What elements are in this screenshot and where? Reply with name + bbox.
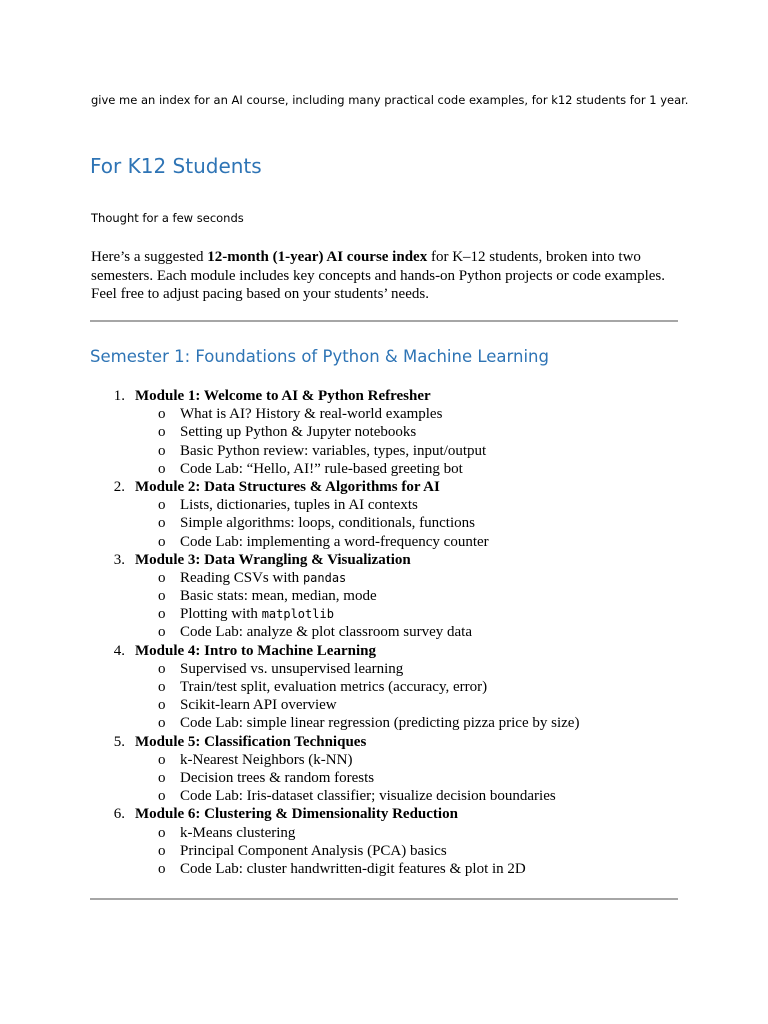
- page-title: For K12 Students: [90, 154, 262, 178]
- subitem-label: Decision trees & random forests: [180, 769, 375, 786]
- user-prompt: give me an index for an AI course, including many practical code examples, for k12 students for 1 year.: [91, 93, 689, 107]
- bullet-marker: o: [158, 697, 166, 714]
- module-number: 3.: [113, 551, 125, 568]
- module-item: [0, 642, 768, 660]
- divider-bottom: [90, 898, 678, 900]
- subitem-text: [180, 860, 526, 878]
- subitem-label: Setting up Python & Jupyter notebooks: [180, 424, 417, 441]
- module-subitem: [0, 460, 768, 478]
- module-number: 6.: [113, 806, 125, 823]
- module-title: Module 1: Welcome to AI & Python Refresher: [135, 388, 431, 404]
- subitem-label: Plotting with: [180, 606, 262, 623]
- module-number: 4.: [113, 642, 125, 659]
- module-subitem: [0, 714, 768, 732]
- module-subitem: [0, 842, 768, 860]
- module-number: 1.: [113, 388, 125, 404]
- subitem-text: [180, 787, 556, 805]
- bullet-marker: o: [158, 497, 166, 514]
- module-title: Module 4: Intro to Machine Learning: [135, 642, 376, 659]
- subitem-label: Code Lab: analyze & plot classroom survey data: [180, 624, 472, 641]
- inline-code: pandas: [302, 570, 347, 585]
- subitem-label: Principal Component Analysis (PCA) basics: [180, 842, 447, 859]
- bullet-marker: o: [158, 715, 166, 732]
- subitem-text: [180, 587, 377, 605]
- module-item: [0, 805, 768, 823]
- subitem-text: [180, 569, 346, 587]
- subitem-text: [180, 605, 334, 623]
- module-subitem: [0, 660, 768, 678]
- intro-text-start: Here’s a suggested: [91, 249, 208, 265]
- bullet-marker: o: [158, 824, 166, 841]
- subitem-label: Code Lab: cluster handwritten-digit features & plot in 2D: [180, 860, 526, 877]
- module-subitem: [0, 769, 768, 787]
- module-subitem: [0, 442, 768, 460]
- module-subitem: [0, 423, 768, 441]
- intro-bold-text: 12-month (1-year) AI course index: [207, 249, 428, 265]
- subitem-label: Basic Python review: variables, types, input/output: [180, 442, 487, 459]
- module-title: Module 3: Data Wrangling & Visualization: [135, 551, 411, 568]
- subitem-label: k-Means clustering: [180, 824, 296, 841]
- subitem-text: [180, 696, 337, 714]
- bullet-marker: o: [158, 569, 166, 586]
- subitem-label: Simple algorithms: loops, conditionals, functions: [180, 515, 475, 532]
- bullet-marker: o: [158, 424, 166, 441]
- module-list: [0, 387, 768, 878]
- subitem-label: What is AI? History & real-world examples: [180, 406, 443, 423]
- bullet-marker: o: [158, 751, 166, 768]
- module-item: [0, 478, 768, 496]
- subitem-text: [180, 660, 403, 678]
- module-item: [0, 387, 768, 405]
- bullet-marker: o: [158, 406, 166, 423]
- bullet-marker: o: [158, 679, 166, 695]
- module-subitem: [0, 587, 768, 605]
- subitem-text: [180, 533, 489, 551]
- module-subitem: [0, 678, 768, 696]
- subitem-label: Code Lab: simple linear regression (predicting pizza price by size): [180, 715, 580, 732]
- subitem-label: Code Lab: “Hello, AI!” rule-based greeting bot: [180, 460, 463, 477]
- subitem-text: [180, 423, 416, 441]
- subitem-label: Scikit-learn API overview: [180, 697, 337, 714]
- subitem-text: [180, 678, 487, 696]
- subitem-text: [180, 751, 352, 769]
- module-subitem: [0, 623, 768, 641]
- module-subitem: [0, 696, 768, 714]
- subitem-label: Reading CSVs with: [180, 569, 303, 586]
- inline-code: matplotlib: [261, 607, 334, 622]
- module-title: Module 2: Data Structures & Algorithms for AI: [135, 478, 440, 495]
- subitem-text: [180, 442, 486, 460]
- subitem-text: [180, 496, 418, 514]
- module-subitem: [0, 569, 768, 587]
- module-subitem: [0, 751, 768, 769]
- module-subitem: [0, 605, 768, 623]
- module-number: 5.: [113, 733, 125, 750]
- module-title: Module 6: Clustering & Dimensionality Reduction: [135, 806, 458, 823]
- divider-top: [90, 320, 678, 322]
- subitem-text: [180, 623, 472, 641]
- subitem-label: Code Lab: implementing a word-frequency counter: [180, 533, 489, 550]
- intro-paragraph: [91, 248, 691, 304]
- module-item: [0, 551, 768, 569]
- subitem-text: [180, 842, 447, 860]
- module-subitem: [0, 787, 768, 805]
- subitem-text: [180, 460, 463, 478]
- subitem-label: Supervised vs. unsupervised learning: [180, 660, 404, 677]
- subitem-text: [180, 824, 295, 842]
- module-title: Module 5: Classification Techniques: [135, 733, 367, 750]
- bullet-marker: o: [158, 860, 166, 877]
- module-subitem: [0, 496, 768, 514]
- bullet-marker: o: [158, 842, 166, 859]
- subitem-text: [180, 769, 374, 787]
- module-number: 2.: [113, 478, 125, 495]
- semester-1-heading: Semester 1: Foundations of Python & Machine Learning: [90, 347, 549, 366]
- bullet-marker: o: [158, 769, 166, 786]
- subitem-label: Train/test split, evaluation metrics (accuracy, error): [180, 679, 488, 695]
- intro-text-end: for K–12 students, broken into two semesters. Each module includes key concepts and hands-on Python projects or code examples. Feel free to adjust pacing based on your students’ needs.: [91, 249, 666, 302]
- subitem-label: Basic stats: mean, median, mode: [180, 588, 377, 605]
- module-subitem: [0, 514, 768, 532]
- thought-status: Thought for a few seconds: [91, 211, 244, 225]
- bullet-marker: o: [158, 660, 166, 677]
- bullet-marker: o: [158, 788, 166, 805]
- module-subitem: [0, 824, 768, 842]
- subitem-label: k-Nearest Neighbors (k-NN): [180, 751, 353, 768]
- subitem-text: [180, 405, 442, 423]
- bullet-marker: o: [158, 624, 166, 641]
- subitem-label: Code Lab: Iris-dataset classifier; visualize decision boundaries: [180, 788, 556, 805]
- module-subitem: [0, 533, 768, 551]
- bullet-marker: o: [158, 533, 166, 550]
- module-subitem: [0, 860, 768, 878]
- bullet-marker: o: [158, 460, 166, 477]
- module-item: [0, 733, 768, 751]
- bullet-marker: o: [158, 515, 166, 532]
- subitem-label: Lists, dictionaries, tuples in AI contexts: [180, 497, 418, 514]
- module-subitem: [0, 405, 768, 423]
- bullet-marker: o: [158, 588, 166, 605]
- bullet-marker: o: [158, 442, 166, 459]
- subitem-text: [180, 714, 579, 732]
- bullet-marker: o: [158, 606, 166, 623]
- subitem-text: [180, 514, 475, 532]
